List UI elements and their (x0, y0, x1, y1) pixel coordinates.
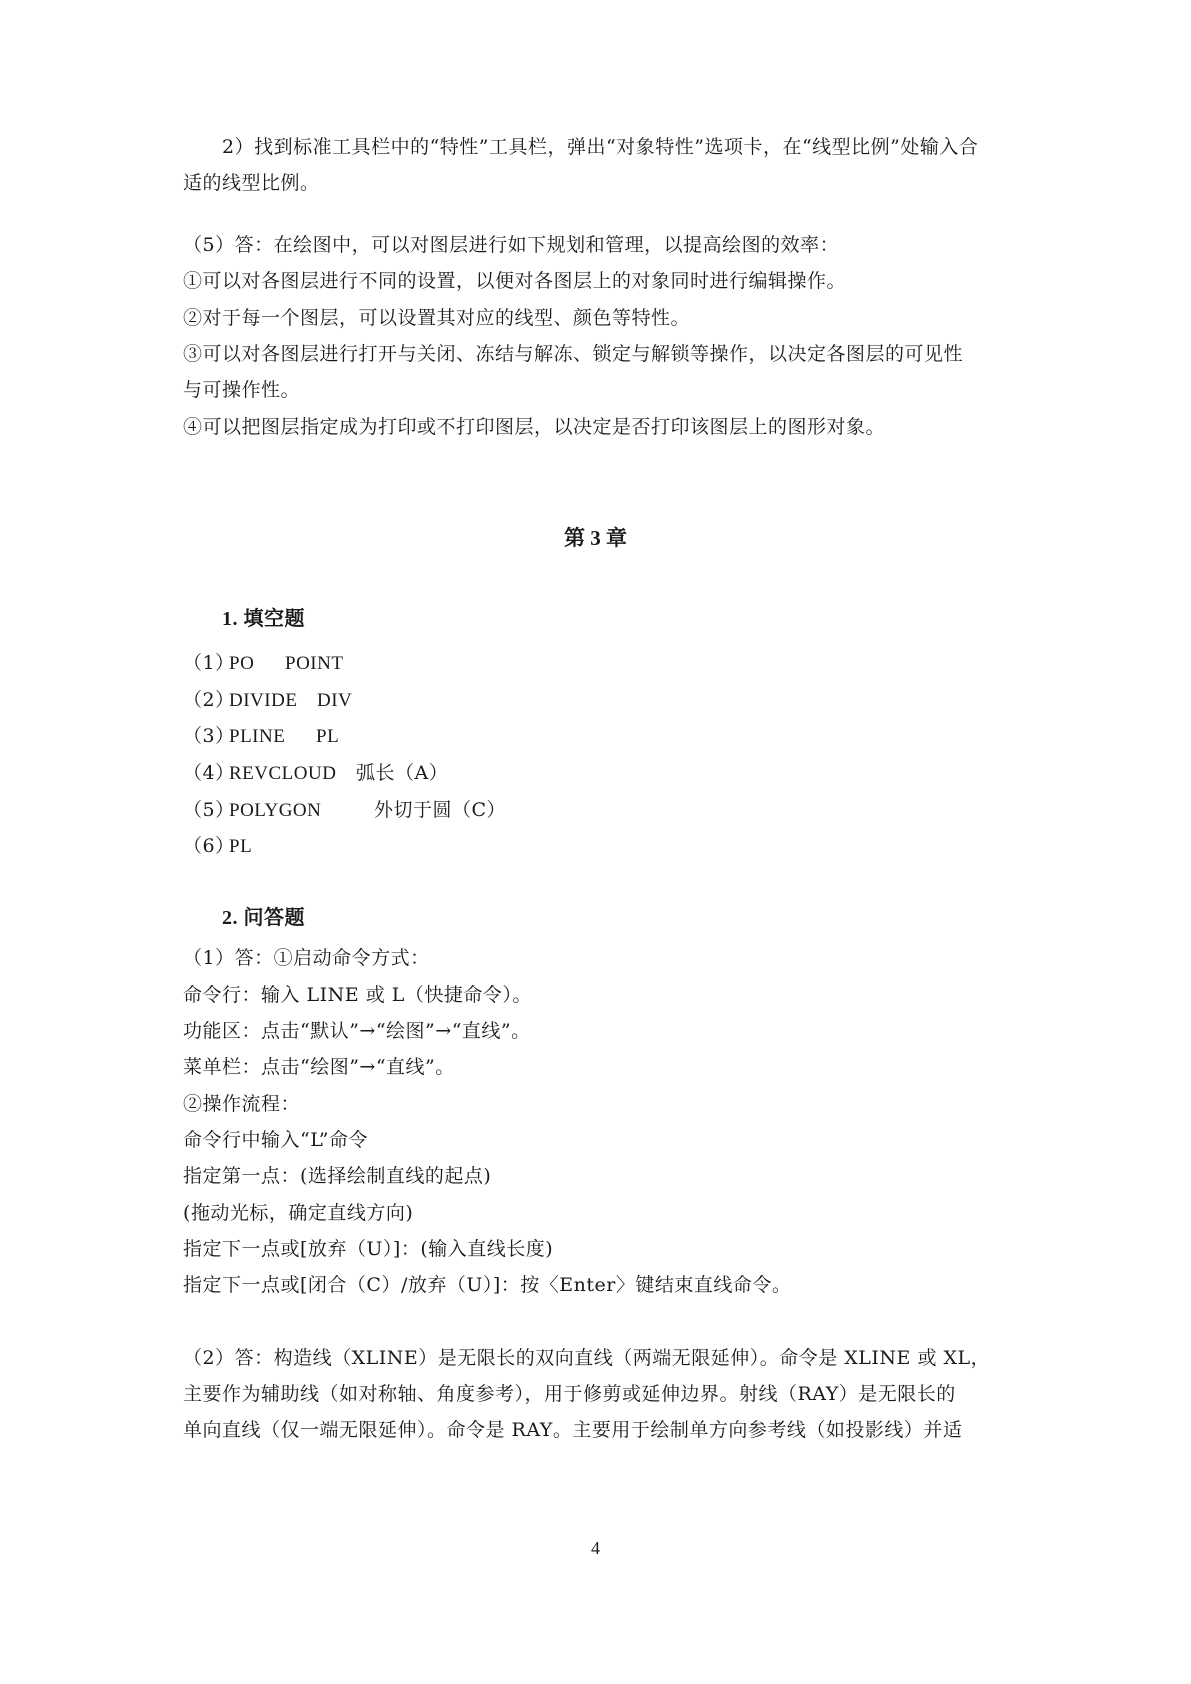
list-item (183, 723, 339, 750)
paragraph-line: 主要作为辅助线（如对称轴、角度参考），用于修剪或延伸边界。射线（RAY）是无限长的 (183, 1383, 956, 1405)
answer-a: DIVIDE (229, 690, 298, 711)
list-item: ④可以把图层指定成为打印或不打印图层，以决定是否打印该图层上的图形对象。 (183, 416, 886, 438)
list-item: 与可操作性。 (183, 379, 301, 401)
paragraph-line: 指定下一点或[放弃（U）]：(输入直线长度) (183, 1238, 554, 1260)
list-item (183, 650, 343, 677)
item-number: （4） (183, 762, 235, 784)
item-number: （6） (183, 835, 235, 857)
answer-b: DIV (317, 690, 353, 711)
answer-a: REVCLOUD (229, 763, 337, 784)
item-number: （5） (183, 799, 235, 821)
answer-b: 弧长（A） (356, 762, 449, 784)
list-item (183, 833, 252, 860)
list-item (183, 687, 352, 714)
paragraph-line: 单向直线（仅一端无限延伸）。命令是 RAY。主要用于绘制单方向参考线（如投影线）并适 (183, 1419, 963, 1441)
page-number: 4 (591, 1538, 600, 1558)
answer-a: PO (229, 653, 255, 674)
list-item: ①可以对各图层进行不同的设置，以便对各图层上的对象同时进行编辑操作。 (183, 270, 847, 292)
item-number: （2） (183, 689, 235, 711)
paragraph-line: 命令行中输入“L”命令 (183, 1129, 368, 1151)
chapter-title: 第 3 章 (564, 526, 627, 550)
list-item (183, 760, 448, 787)
answer-a: POLYGON (229, 800, 322, 821)
paragraph-line: （2）答：构造线（XLINE）是无限长的双向直线（两端无限延伸）。命令是 XLINE 或 XL， (183, 1347, 991, 1369)
item-number: （1） (183, 652, 235, 674)
list-item (183, 797, 506, 824)
paragraph-line: （5）答：在绘图中，可以对图层进行如下规划和管理，以提高绘图的效率： (183, 234, 840, 256)
paragraph-line: 指定下一点或[闭合（C）/放弃（U）]：按〈Enter〉键结束直线命令。 (183, 1274, 792, 1296)
item-number: （3） (183, 725, 235, 747)
paragraph-line: 适的线型比例。 (183, 172, 320, 194)
answer-b: PL (316, 726, 340, 747)
answer-b: 外切于圆（C） (374, 799, 507, 821)
paragraph-line: 功能区：点击“默认”→“绘图”→“直线”。 (183, 1020, 531, 1042)
section-heading: 2. 问答题 (222, 907, 305, 929)
section-heading: 1. 填空题 (222, 608, 305, 630)
paragraph-line: （1）答：①启动命令方式： (183, 947, 430, 969)
answer-a: PL (229, 836, 253, 857)
paragraph-line: (拖动光标，确定直线方向) (183, 1202, 414, 1224)
paragraph-line: ②操作流程： (183, 1093, 301, 1115)
paragraph-line: 指定第一点：(选择绘制直线的起点) (183, 1165, 492, 1187)
paragraph-line: 菜单栏：点击“绘图”→“直线”。 (183, 1056, 455, 1078)
answer-a: PLINE (229, 726, 286, 747)
answer-b: POINT (285, 653, 344, 674)
paragraph-line: 命令行：输入 LINE 或 L（快捷命令）。 (183, 984, 532, 1006)
paragraph-line: 2）找到标准工具栏中的“特性”工具栏，弹出“对象特性”选项卡，在“线型比例”处输入合 (222, 136, 979, 158)
list-item: ②对于每一个图层，可以设置其对应的线型、颜色等特性。 (183, 307, 691, 329)
list-item: ③可以对各图层进行打开与关闭、冻结与解冻、锁定与解锁等操作，以决定各图层的可见性 (183, 343, 964, 365)
